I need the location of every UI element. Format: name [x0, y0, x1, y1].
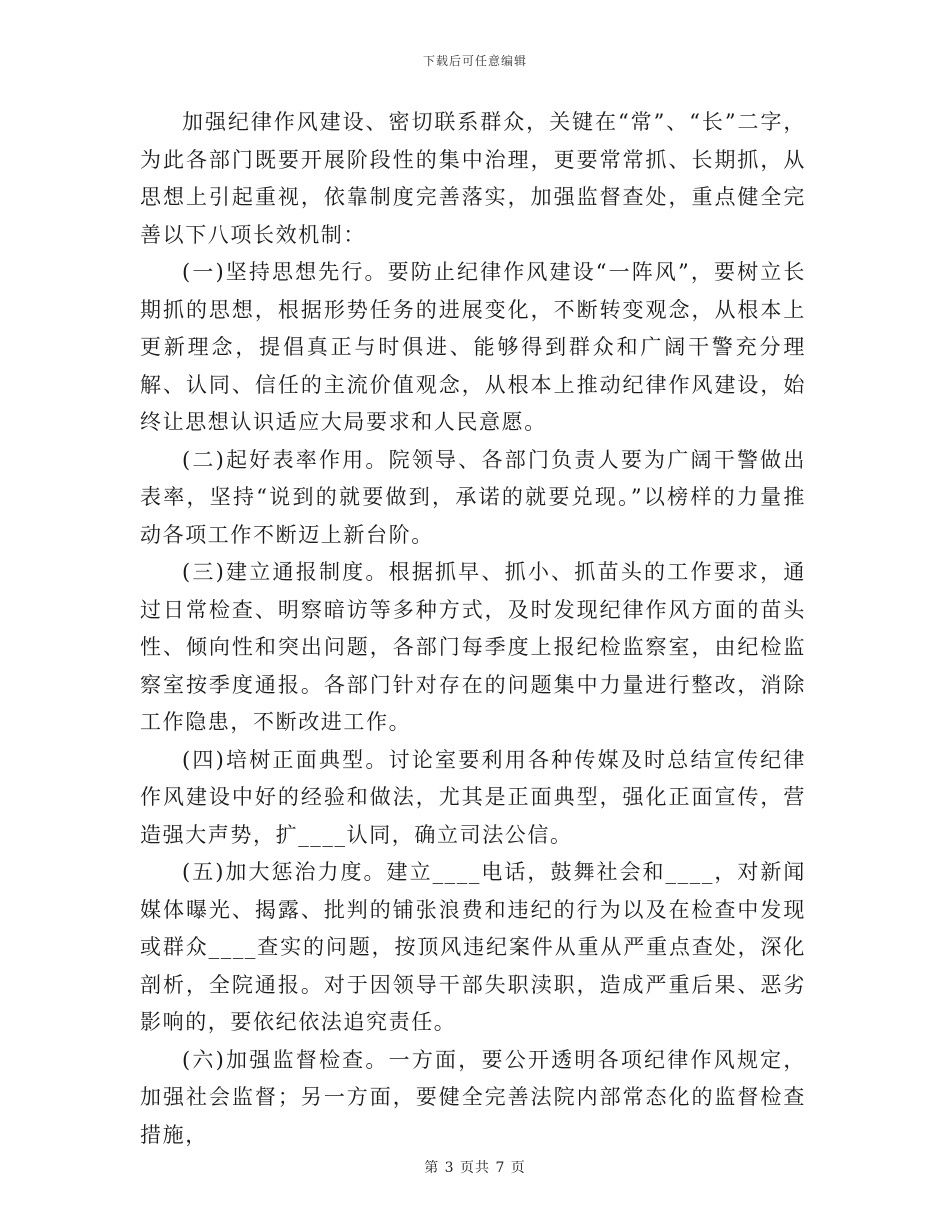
paragraph-4: (四)培树正面典型。讨论室要利用各种传媒及时总结宣传纪律作风建设中好的经验和做法，尤其是正面典型，强化正面宣传，营造强大声势，扩____认同，确立司法公信。 — [140, 747, 806, 847]
paragraph-6: (六)加强监督检查。一方面，要公开透明各项纪律作风规定，加强社会监督；另一方面，要健全完善法院内部常态化的监督检查措施， — [140, 1047, 806, 1147]
paragraph-2: (二)起好表率作用。院领导、各部门负责人要为广阔干警做出表率，坚持“说到的就要做到，承诺的就要兑现。”以榜样的力量推动各项工作不断迈上新台阶。 — [140, 447, 806, 547]
page-footer: 第 3 页共 7 页 — [424, 1160, 526, 1176]
document-body — [140, 104, 806, 1154]
paragraph-3: (三)建立通报制度。根据抓早、抓小、抓苗头的工作要求，通过日常检查、明察暗访等多种方式，及时发现纪律作风方面的苗头性、倾向性和突出问题，各部门每季度上报纪检监察室，由纪检监察室按季度通报。各部门针对存在的问题集中力量进行整改，消除工作隐患，不断改进工作。 — [140, 560, 806, 734]
paragraph-intro: 加强纪律作风建设、密切联系群众，关键在“常”、“长”二字，为此各部门既要开展阶段性的集中治理，更要常常抓、长期抓，从思想上引起重视，依靠制度完善落实，加强监督查处，重点健全完善以下八项长效机制： — [140, 110, 806, 247]
page-header: 下载后可任意编辑 — [422, 54, 527, 68]
paragraph-1: (一)坚持思想先行。要防止纪律作风建设“一阵风”，要树立长期抓的思想，根据形势任务的进展变化，不断转变观念，从根本上更新理念，提倡真正与时俱进、能够得到群众和广阔干警充分理解、认同、信任的主流价值观念，从根本上推动纪律作风建设，始终让思想认识适应大局要求和人民意愿。 — [140, 260, 806, 434]
paragraph-5: (五)加大惩治力度。建立____电话，鼓舞社会和____，对新闻媒体曝光、揭露、批判的铺张浪费和违纪的行为以及在检查中发现或群众____查实的问题，按顶风违纪案件从重从严重点查处，深化剖析，全院通报。对于因领导干部失职渎职，造成严重后果、恶劣影响的，要依纪依法追究责任。 — [140, 860, 806, 1034]
